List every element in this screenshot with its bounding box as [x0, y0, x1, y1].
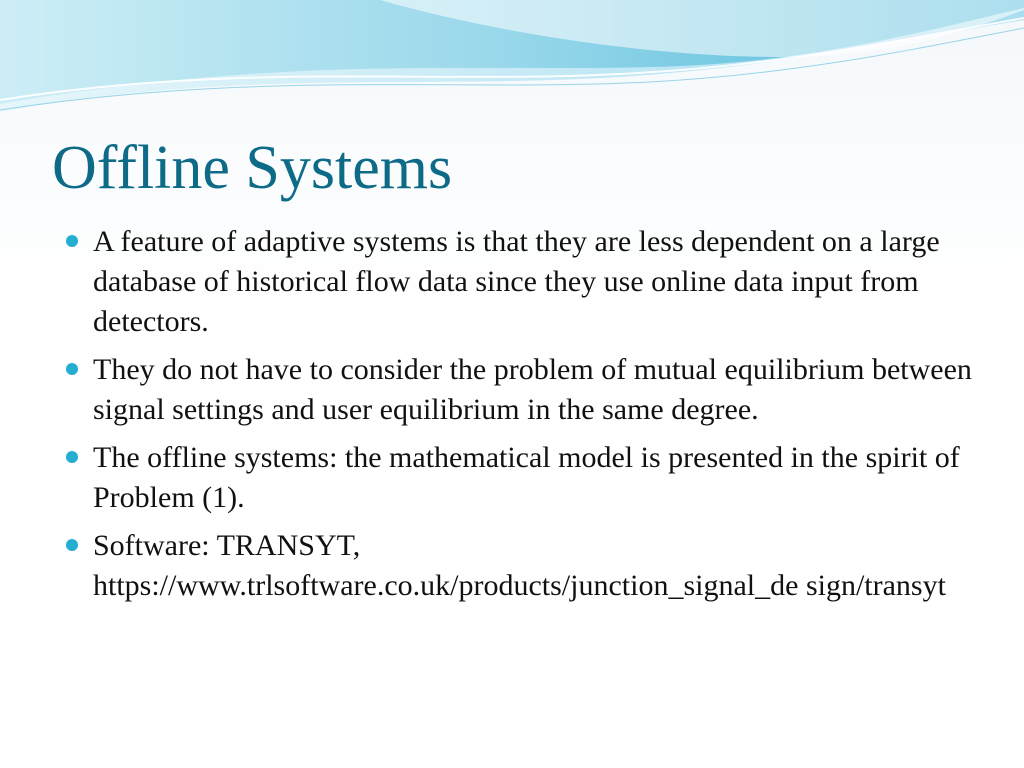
software-url[interactable]: https://www.trlsoftware.co.uk/products/junction_signal_de sign/transyt [93, 569, 946, 602]
bullet-list [64, 222, 974, 614]
slide-title: Offline Systems [52, 134, 453, 202]
bullet-icon [66, 363, 78, 375]
bullet-text [93, 526, 974, 606]
bullet-item [64, 222, 974, 342]
bullet-item [64, 438, 974, 518]
bullet-icon [66, 451, 78, 463]
bullet-text: They do not have to consider the problem of mutual equilibrium between signal settings and user equilibrium in the same degree. [93, 353, 972, 426]
header-wave-decoration [0, 0, 1024, 120]
bullet-text: The offline systems: the mathematical model is presented in the spirit of Problem (1). [93, 441, 960, 514]
bullet-text: A feature of adaptive systems is that they are less dependent on a large database of historical flow data since they use online data input from detectors. [93, 225, 940, 338]
bullet-icon [66, 539, 78, 551]
bullet-icon [66, 235, 78, 247]
bullet-item [64, 350, 974, 430]
bullet-item [64, 526, 974, 606]
software-label: Software: TRANSYT, [93, 529, 361, 562]
